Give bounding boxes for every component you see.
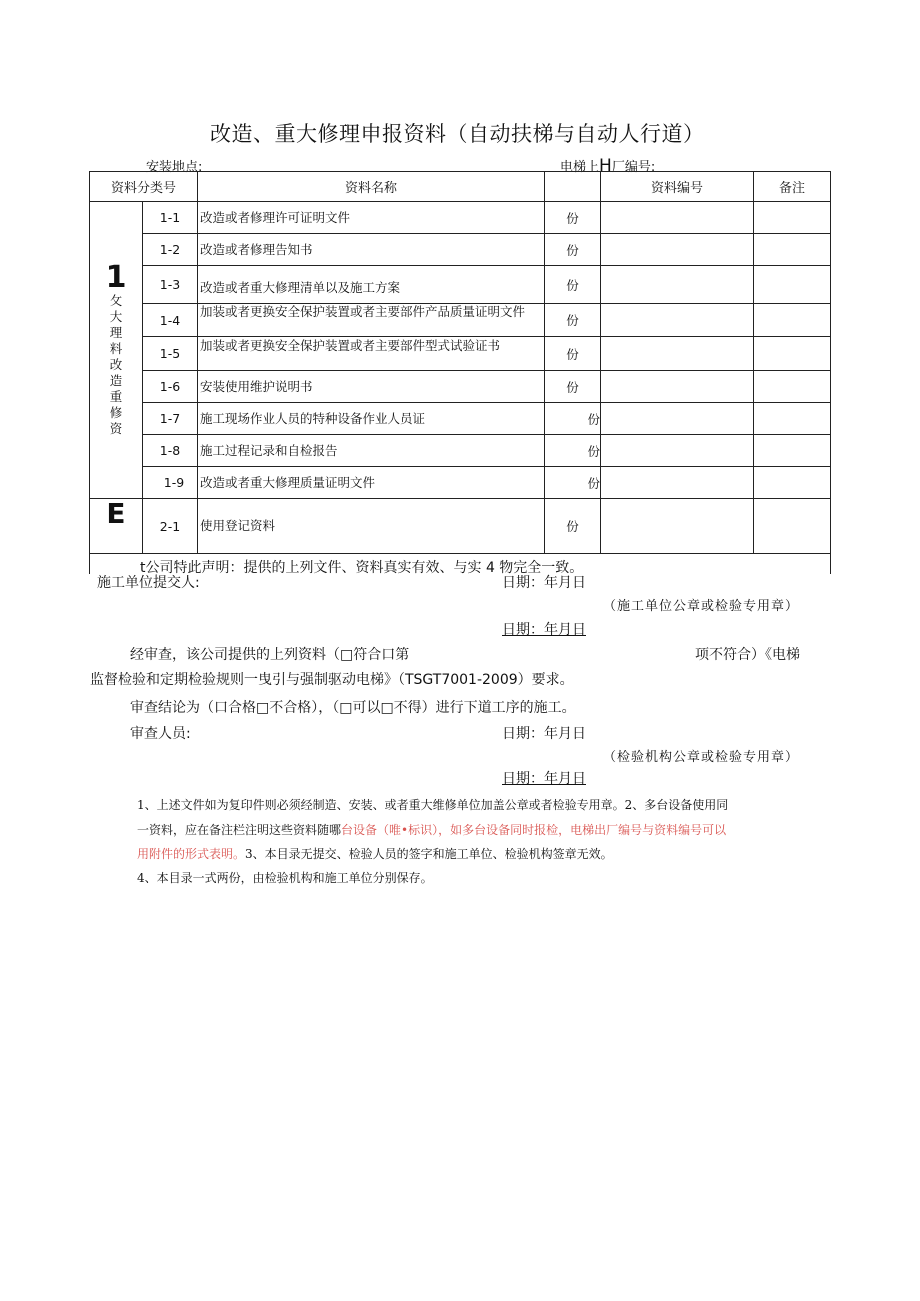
row-qty: 份 xyxy=(545,202,601,234)
declaration-row xyxy=(90,554,831,575)
row-number-cell[interactable] xyxy=(601,304,754,337)
row-code: 1-7 xyxy=(143,403,198,435)
table-row xyxy=(90,499,831,554)
col-number-header: 资料编号 xyxy=(601,172,754,202)
submitter-label: 施工单位提交人: xyxy=(97,575,200,591)
table-row xyxy=(90,467,831,499)
elevator-number-mid: H xyxy=(599,156,612,176)
row-qty: 份 xyxy=(545,304,601,337)
table-row xyxy=(90,371,831,403)
row-code: 1-1 xyxy=(143,202,198,234)
col-category-header: 资料分类号 xyxy=(90,172,198,202)
note-line-3-a: 用附件的形式表明。 xyxy=(137,847,246,861)
row-name: 改造或者重大修理质量证明文件 xyxy=(198,467,545,499)
row-code: 1-4 xyxy=(143,304,198,337)
group1-mark: 1 xyxy=(105,260,127,295)
row-remark-cell[interactable] xyxy=(754,403,831,435)
group1-label-cell xyxy=(90,202,143,499)
row-number-cell[interactable] xyxy=(601,234,754,266)
row-qty: 份 xyxy=(545,337,601,371)
elevator-number-prefix: 电梯上 xyxy=(560,160,600,175)
row-name: 安装使用维护说明书 xyxy=(198,371,545,403)
row-number-cell[interactable] xyxy=(601,499,754,554)
row-name: 使用登记资料 xyxy=(198,499,545,554)
row-name: 加装或者更换安全保护装置或者主要部件产品质量证明文件 xyxy=(198,304,545,337)
row-code: 1-9 xyxy=(143,467,198,499)
row-name: 施工过程记录和自检报告 xyxy=(198,435,545,467)
row-remark-cell[interactable] xyxy=(754,499,831,554)
note-line-2-a: 一资料，应在备注栏注明这些资料随哪 xyxy=(137,823,342,837)
row-name: 施工现场作业人员的特种设备作业人员证 xyxy=(198,403,545,435)
elevator-number-suffix: 厂编号: xyxy=(611,160,656,175)
row-remark-cell[interactable] xyxy=(754,467,831,499)
construction-seal-date: 日期：年月日 xyxy=(502,622,586,638)
row-code: 1-5 xyxy=(143,337,198,371)
row-remark-cell[interactable] xyxy=(754,202,831,234)
review-line1-b: 项不符合）《电梯 xyxy=(695,647,800,663)
row-code: 1-6 xyxy=(143,371,198,403)
document-table xyxy=(89,171,831,574)
table-header-row xyxy=(90,172,831,202)
row-code: 1-3 xyxy=(143,266,198,304)
row-qty: 份 xyxy=(545,403,601,435)
inspection-seal-date: 日期：年月日 xyxy=(502,771,586,787)
row-code: 2-1 xyxy=(143,499,198,554)
declaration-cell xyxy=(90,554,831,575)
note-line-1: 1、上述文件如为复印件则必须经制造、安装、或者重大维修单位加盖公章或者检验专用章。2、多台设备使用同 xyxy=(137,798,729,812)
table-row xyxy=(90,435,831,467)
row-code: 1-8 xyxy=(143,435,198,467)
note-line-2 xyxy=(137,821,726,838)
review-line2: 监督检验和定期检验规则一曳引与强制驱动电梯》（TSGT7001-2009）要求。 xyxy=(90,672,574,688)
row-name: 加装或者更换安全保护装置或者主要部件型式试验证书 xyxy=(198,337,545,371)
row-name: 改造或者重大修理清单以及施工方案 xyxy=(198,266,545,304)
declaration-text: t公司特此声明：提供的上列文件、资料真实有效、与实 4 物完全一致。 xyxy=(140,560,584,576)
table-row xyxy=(90,337,831,371)
row-remark-cell[interactable] xyxy=(754,435,831,467)
note-line-4: 4、本目录一式两份，由检验机构和施工单位分别保存。 xyxy=(137,871,433,885)
row-qty: 份 xyxy=(545,234,601,266)
col-qty-header xyxy=(545,172,601,202)
row-remark-cell[interactable] xyxy=(754,266,831,304)
row-remark-cell[interactable] xyxy=(754,371,831,403)
col-remark-header: 备注 xyxy=(754,172,831,202)
page-title: 改造、重大修理申报资料（自动扶梯与自动人行道） xyxy=(210,122,705,146)
table-row xyxy=(90,202,831,234)
row-remark-cell[interactable] xyxy=(754,337,831,371)
row-number-cell[interactable] xyxy=(601,202,754,234)
row-number-cell[interactable] xyxy=(601,337,754,371)
row-code: 1-2 xyxy=(143,234,198,266)
row-number-cell[interactable] xyxy=(601,467,754,499)
row-number-cell[interactable] xyxy=(601,266,754,304)
review-line1-a: 经审查，该公司提供的上列资料（□符合口第 xyxy=(130,647,410,663)
group1-vertical-label: 攵大理料改造重修资 xyxy=(109,293,123,436)
row-remark-cell[interactable] xyxy=(754,234,831,266)
row-name: 改造或者修理许可证明文件 xyxy=(198,202,545,234)
group2-label-cell xyxy=(90,499,143,554)
install-location-label: 安装地点: xyxy=(146,160,203,175)
table-row xyxy=(90,304,831,337)
row-qty: 份 xyxy=(545,266,601,304)
row-qty: 份 xyxy=(545,435,601,467)
note-line-2-b: 台设备（唯•标识），如多台设备同时报检，电梯出厂编号与资料编号可以 xyxy=(341,823,727,837)
row-number-cell[interactable] xyxy=(601,403,754,435)
table-row xyxy=(90,403,831,435)
row-name: 改造或者修理告知书 xyxy=(198,234,545,266)
inspection-seal: （检验机构公章或检验专用章） xyxy=(603,750,800,765)
reviewer-label: 审查人员: xyxy=(130,726,191,742)
table-row xyxy=(90,234,831,266)
row-qty: 份 xyxy=(545,467,601,499)
group2-mark: E xyxy=(106,497,126,530)
row-number-cell[interactable] xyxy=(601,371,754,403)
table-row xyxy=(90,266,831,304)
note-line-3-b: 3、本目录无提交、检验人员的签字和施工单位、检验机构签章无效。 xyxy=(245,847,613,861)
note-line-3 xyxy=(137,845,613,862)
row-qty: 份 xyxy=(545,499,601,554)
row-qty: 份 xyxy=(545,371,601,403)
row-remark-cell[interactable] xyxy=(754,304,831,337)
construction-seal: （施工单位公章或检验专用章） xyxy=(603,599,800,614)
review-date: 日期：年月日 xyxy=(502,726,586,742)
row-number-cell[interactable] xyxy=(601,435,754,467)
review-line3: 审查结论为（口合格□不合格），（□可以□不得）进行下道工序的施工。 xyxy=(130,700,576,716)
col-name-header: 资料名称 xyxy=(198,172,545,202)
submit-date: 日期：年月日 xyxy=(502,575,586,591)
